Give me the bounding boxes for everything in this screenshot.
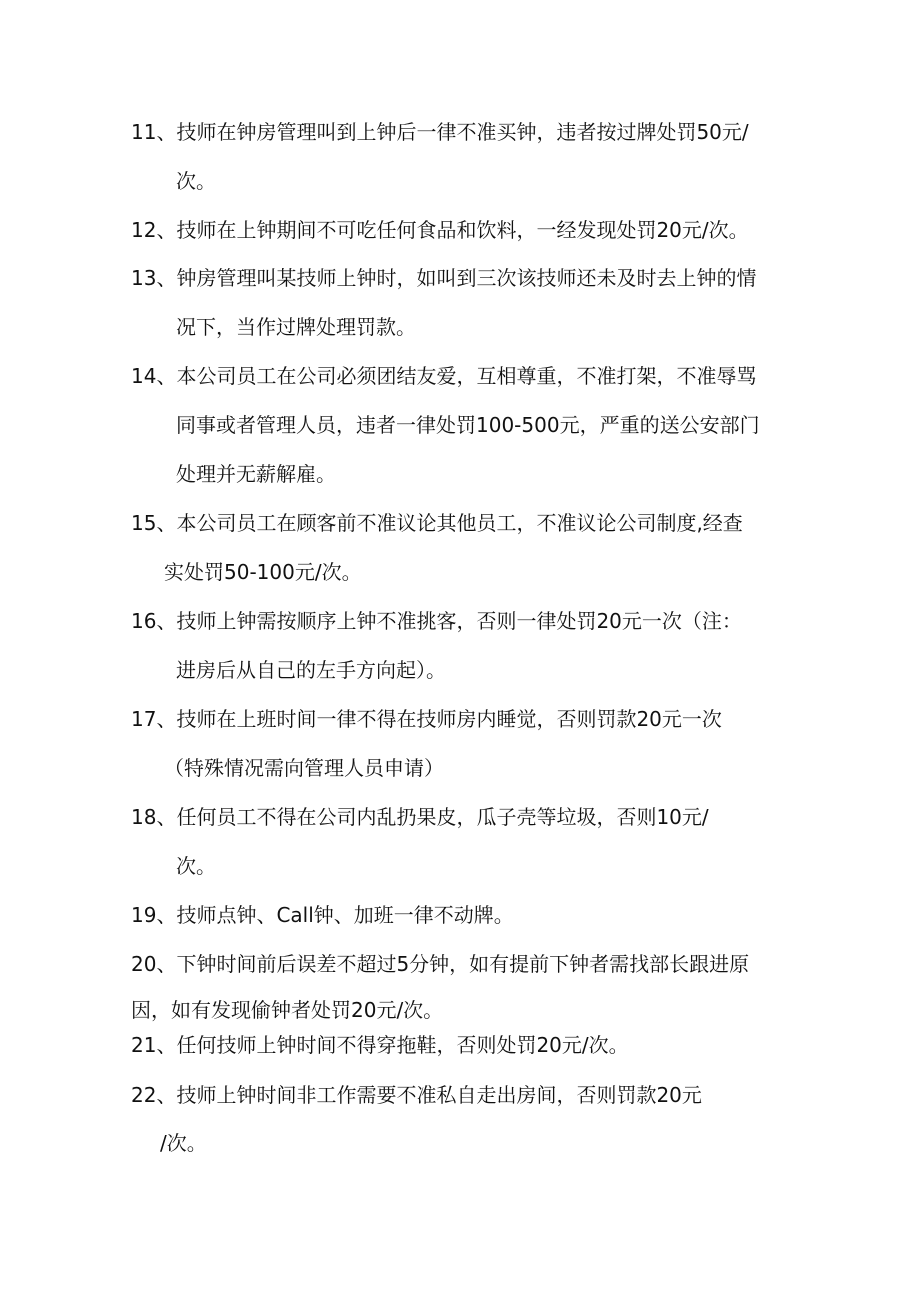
rule-14-line-1: [131, 362, 756, 390]
rule-text: 处理并无薪解雇。: [176, 462, 336, 486]
rule-text: 任何技师上钟时间不得穿拖鞋，否则处罚20元/次。: [176, 1033, 629, 1057]
rule-18-line-1: [131, 803, 709, 831]
rule-22-line-1: [131, 1081, 702, 1109]
rule-19-line-1: [131, 901, 514, 929]
rule-14-line-2: [176, 411, 760, 439]
rule-text: 况下，当作过牌处理罚款。: [176, 315, 416, 339]
rule-16-line-2: [176, 656, 446, 684]
rule-text: （特殊情况需向管理人员申请）: [164, 756, 444, 780]
rule-12-line-1: [131, 216, 749, 244]
rule-number: 12: [131, 218, 157, 242]
rule-11-line-1: [131, 118, 749, 146]
rule-text: /次。: [160, 1131, 207, 1155]
rule-separator: 、: [156, 805, 177, 829]
rule-separator: 、: [156, 266, 177, 290]
rule-17-line-2: [164, 754, 444, 782]
rule-number: 11: [131, 120, 157, 144]
rule-text: 同事或者管理人员，违者一律处罚100-500元，严重的送公安部门: [176, 413, 760, 437]
rule-number: 13: [131, 266, 157, 290]
rule-separator: 、: [156, 364, 177, 388]
rule-separator: 、: [156, 120, 177, 144]
rule-text: 任何员工不得在公司内乱扔果皮，瓜子壳等垃圾，否则10元/: [176, 805, 709, 829]
rule-text: 本公司员工在顾客前不准议论其他员工，不准议论公司制度,经查: [176, 511, 743, 535]
rule-separator: 、: [156, 609, 177, 633]
rule-17-line-1: [131, 705, 722, 733]
rule-separator: 、: [156, 1083, 177, 1107]
rule-separator: 、: [156, 1033, 177, 1057]
rule-20-line-2: [131, 996, 443, 1024]
rule-separator: 、: [156, 218, 177, 242]
rule-separator: 、: [156, 952, 177, 976]
rule-13-line-2: [176, 313, 416, 341]
rule-text: 钟房管理叫某技师上钟时，如叫到三次该技师还未及时去上钟的情: [176, 266, 757, 290]
rule-text: 技师上钟时间非工作需要不准私自走出房间，否则罚款20元: [176, 1083, 702, 1107]
rule-text: 因，如有发现偷钟者处罚20元/次。: [131, 998, 444, 1022]
rule-number: 14: [131, 364, 157, 388]
rule-number: 22: [131, 1083, 157, 1107]
rule-21-line-1: [131, 1031, 629, 1059]
rule-text: 技师点钟、Call钟、加班一律不动牌。: [176, 903, 514, 927]
rule-text: 次。: [176, 854, 216, 878]
rule-text: 下钟时间前后误差不超过5分钟，如有提前下钟者需找部长跟进原: [176, 952, 750, 976]
rule-separator: 、: [156, 903, 177, 927]
rule-13-line-1: [131, 264, 756, 292]
rule-number: 15: [131, 511, 157, 535]
rule-text: 次。: [176, 169, 216, 193]
rule-text: 实处罚50-100元/次。: [164, 560, 362, 584]
rule-number: 21: [131, 1033, 157, 1057]
rule-separator: 、: [156, 511, 177, 535]
rule-separator: 、: [156, 707, 177, 731]
rule-text: 进房后从自己的左手方向起）。: [176, 658, 446, 682]
rule-text: 技师上钟需按顺序上钟不准挑客，否则一律处罚20元一次（注：: [176, 609, 742, 633]
rule-number: 16: [131, 609, 157, 633]
rule-20-line-1: [131, 950, 749, 978]
rule-number: 17: [131, 707, 157, 731]
rule-15-line-2: [164, 558, 362, 586]
rule-16-line-1: [131, 607, 742, 635]
rule-text: 本公司员工在公司必须团结友爱，互相尊重，不准打架，不准辱骂: [176, 364, 757, 388]
rule-15-line-1: [131, 509, 743, 537]
rule-text: 技师在上班时间一律不得在技师房内睡觉，否则罚款20元一次: [176, 707, 722, 731]
rule-18-line-2: [176, 852, 216, 880]
rule-22-line-2: [160, 1129, 207, 1157]
rule-11-line-2: [176, 167, 216, 195]
rule-14-line-3: [176, 460, 336, 488]
rule-text: 技师在钟房管理叫到上钟后一律不准买钟，违者按过牌处罚50元/: [176, 120, 749, 144]
rule-number: 19: [131, 903, 157, 927]
rule-text: 技师在上钟期间不可吃任何食品和饮料，一经发现处罚20元/次。: [176, 218, 749, 242]
rule-number: 20: [131, 952, 157, 976]
rule-number: 18: [131, 805, 157, 829]
